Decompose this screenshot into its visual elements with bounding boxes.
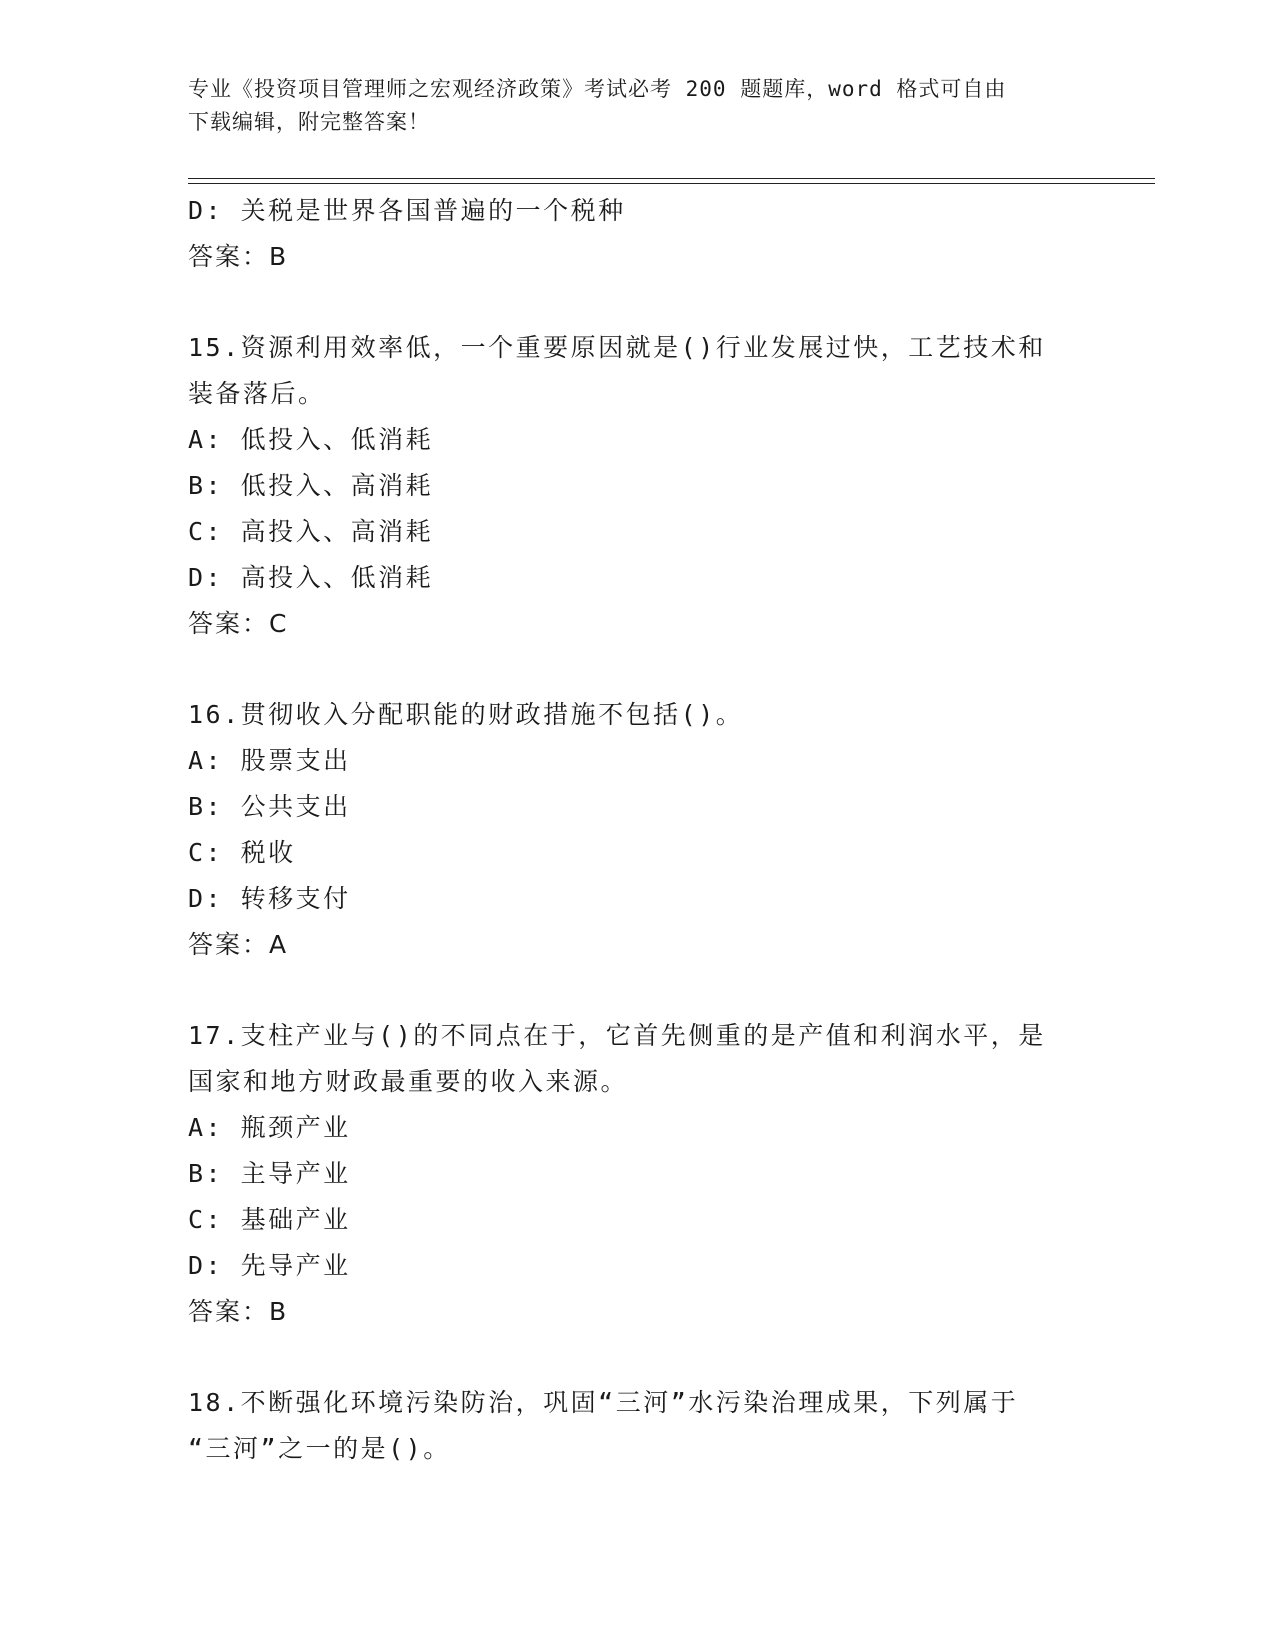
question-stem-line: 17.支柱产业与()的不同点在于，它首先侧重的是产值和利润水平，是 bbox=[188, 1021, 1046, 1050]
header-divider-top bbox=[188, 178, 1155, 179]
option-a: A: 瓶颈产业 bbox=[188, 1113, 351, 1142]
option-a: A: 低投入、低消耗 bbox=[188, 425, 434, 454]
question-18 bbox=[188, 1380, 1088, 1472]
question-stem-line: 15.资源利用效率低，一个重要原因就是()行业发展过快，工艺技术和 bbox=[188, 333, 1046, 362]
answer-line: 答案：B bbox=[188, 242, 289, 271]
option-b: B: 公共支出 bbox=[188, 792, 351, 821]
answer-line: 答案：C bbox=[188, 609, 289, 638]
header-divider-bottom bbox=[188, 183, 1155, 184]
answer-line: 答案：B bbox=[188, 1297, 289, 1326]
question-15 bbox=[188, 325, 1088, 647]
option-c: C: 税收 bbox=[188, 838, 296, 867]
question-content bbox=[188, 188, 1088, 1472]
question-stem-line: 16.贯彻收入分配职能的财政措施不包括()。 bbox=[188, 700, 744, 729]
answer-line: 答案：A bbox=[188, 930, 289, 959]
question-stem-line: 装备落后。 bbox=[188, 379, 326, 408]
question-stem-line: 国家和地方财政最重要的收入来源。 bbox=[188, 1067, 629, 1096]
header-line-1: 专业《投资项目管理师之宏观经济政策》考试必考 200 题题库，word 格式可自由 bbox=[188, 77, 1007, 101]
option-b: B: 低投入、高消耗 bbox=[188, 471, 434, 500]
question-16 bbox=[188, 692, 1088, 968]
document-header bbox=[188, 73, 1088, 139]
option-d: D: 高投入、低消耗 bbox=[188, 563, 434, 592]
option-c: C: 基础产业 bbox=[188, 1205, 351, 1234]
question-14-tail bbox=[188, 188, 1088, 280]
option-d: D: 转移支付 bbox=[188, 884, 351, 913]
option-d: D: 先导产业 bbox=[188, 1251, 351, 1280]
option-d: D: 关税是世界各国普遍的一个税种 bbox=[188, 196, 626, 225]
question-stem-line: 18.不断强化环境污染防治，巩固“三河”水污染治理成果，下列属于 bbox=[188, 1388, 1019, 1417]
option-a: A: 股票支出 bbox=[188, 746, 351, 775]
option-b: B: 主导产业 bbox=[188, 1159, 351, 1188]
question-stem-line: “三河”之一的是()。 bbox=[188, 1434, 451, 1463]
option-c: C: 高投入、高消耗 bbox=[188, 517, 434, 546]
header-line-2: 下载编辑，附完整答案！ bbox=[188, 110, 430, 134]
question-17 bbox=[188, 1013, 1088, 1335]
